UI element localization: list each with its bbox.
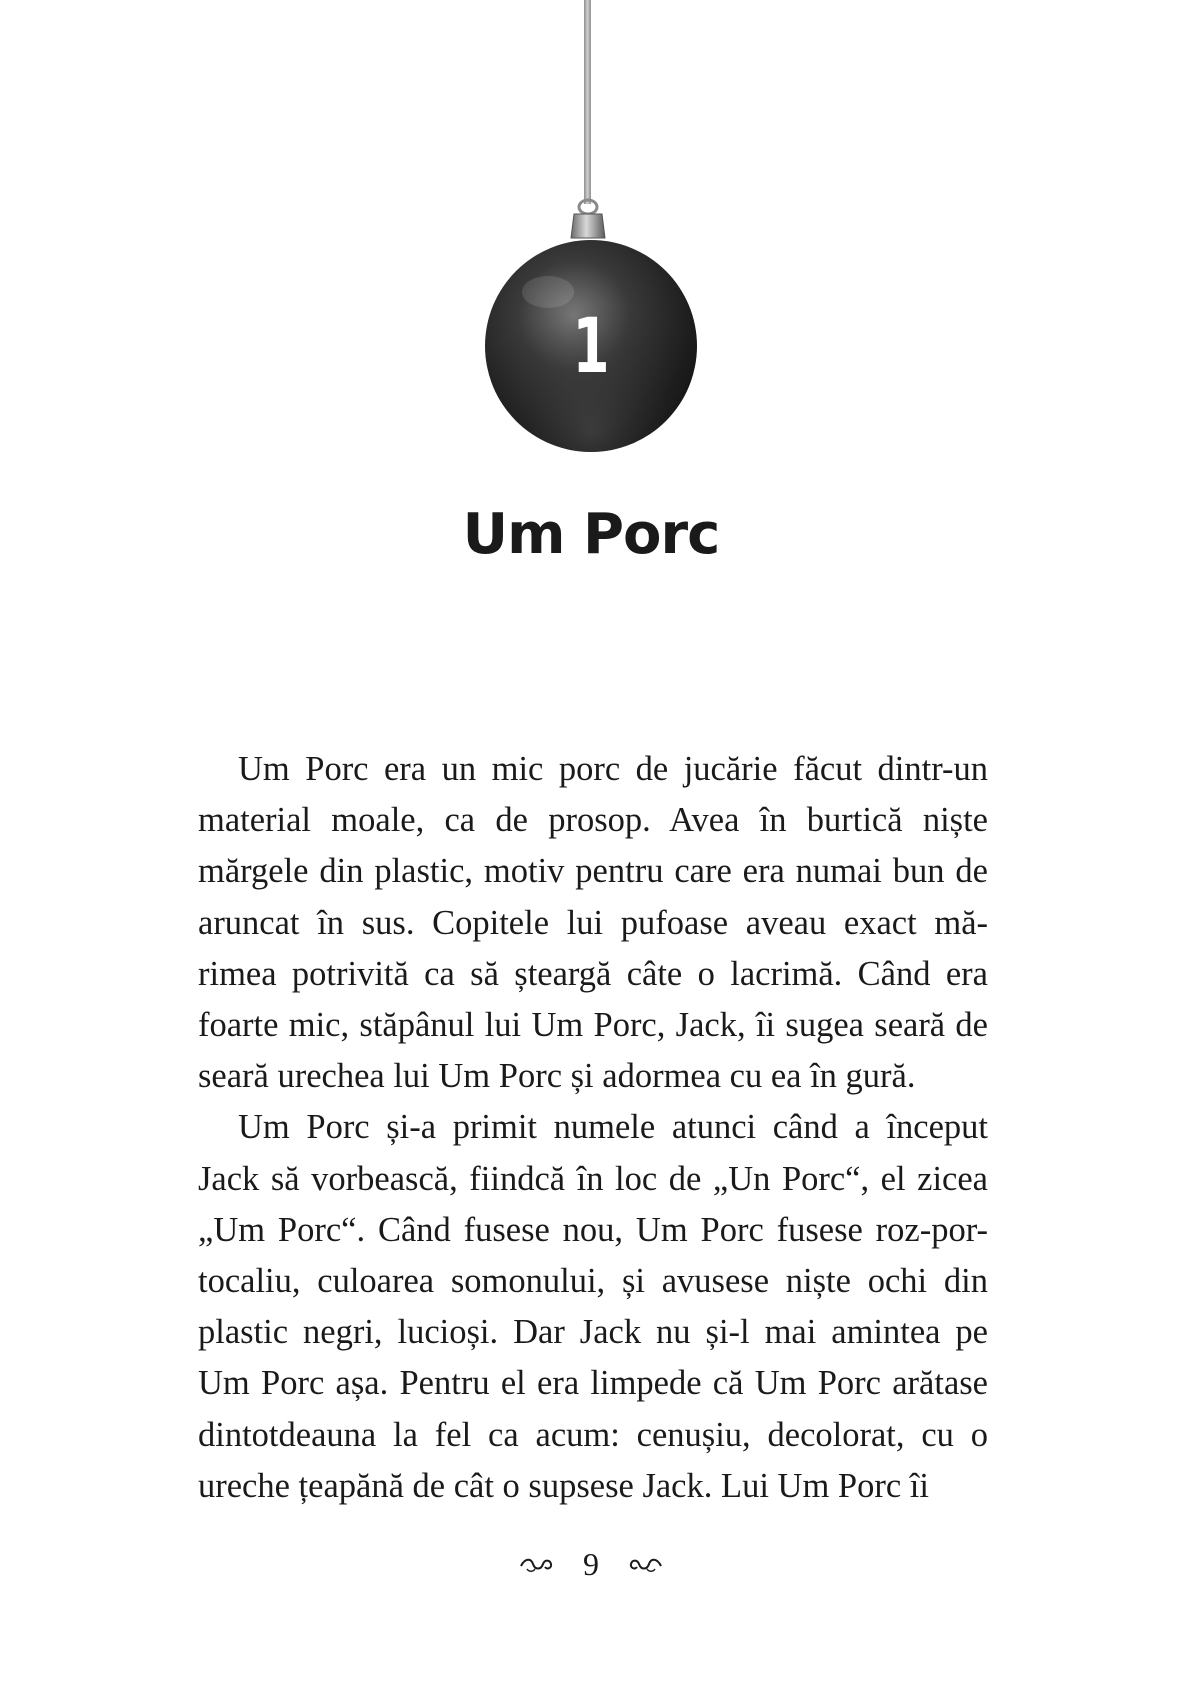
chapter-title: Um Porc [462,502,720,567]
paragraph: Um Porc era un mic porc de jucărie făcut dintr-un material moale, ca de prosop. Avea în burtică niște mărgele din plastic, motiv pentru care era numai bun de aruncat în sus. Copitele lui pufoase aveau exact mă-rimea potrivită ca să șteargă câte o lacrimă. Când era foarte mic, stăpânul lui Um Porc, Jack, îi sugea seară de seară urechea lui Um Porc și adormea cu ea în gură. [198,750,988,1096]
flourish-right-icon [629,1554,663,1574]
ribbon [584,0,591,204]
paragraph: Um Porc și-a primit numele atunci când a început Jack să vorbească, fiindcă în loc de „Un Porc“, el zicea „Um Porc“. Când fusese nou, Um Porc fusese roz-por-tocaliu, culoarea somonului, și avusese niște ochi din plastic negri, lucioși. Dar Jack nu și-l mai amintea pe Um Porc așa. Pentru el era limpede că Um Porc arătase dintotdeauna la fel ca acum: cenușiu, decolorat, cu o ureche țeapănă de cât o supsese Jack. Lui Um Porc îi [198,1108,988,1505]
bauble-cap [571,214,605,238]
chapter-number: 1 [572,301,610,390]
christmas-bauble-illustration [0,0,1182,470]
flourish-left-icon [519,1554,553,1574]
page-footer [0,1540,1182,1588]
chapter-body [198,744,988,1512]
page-number: 9 [583,1545,599,1582]
